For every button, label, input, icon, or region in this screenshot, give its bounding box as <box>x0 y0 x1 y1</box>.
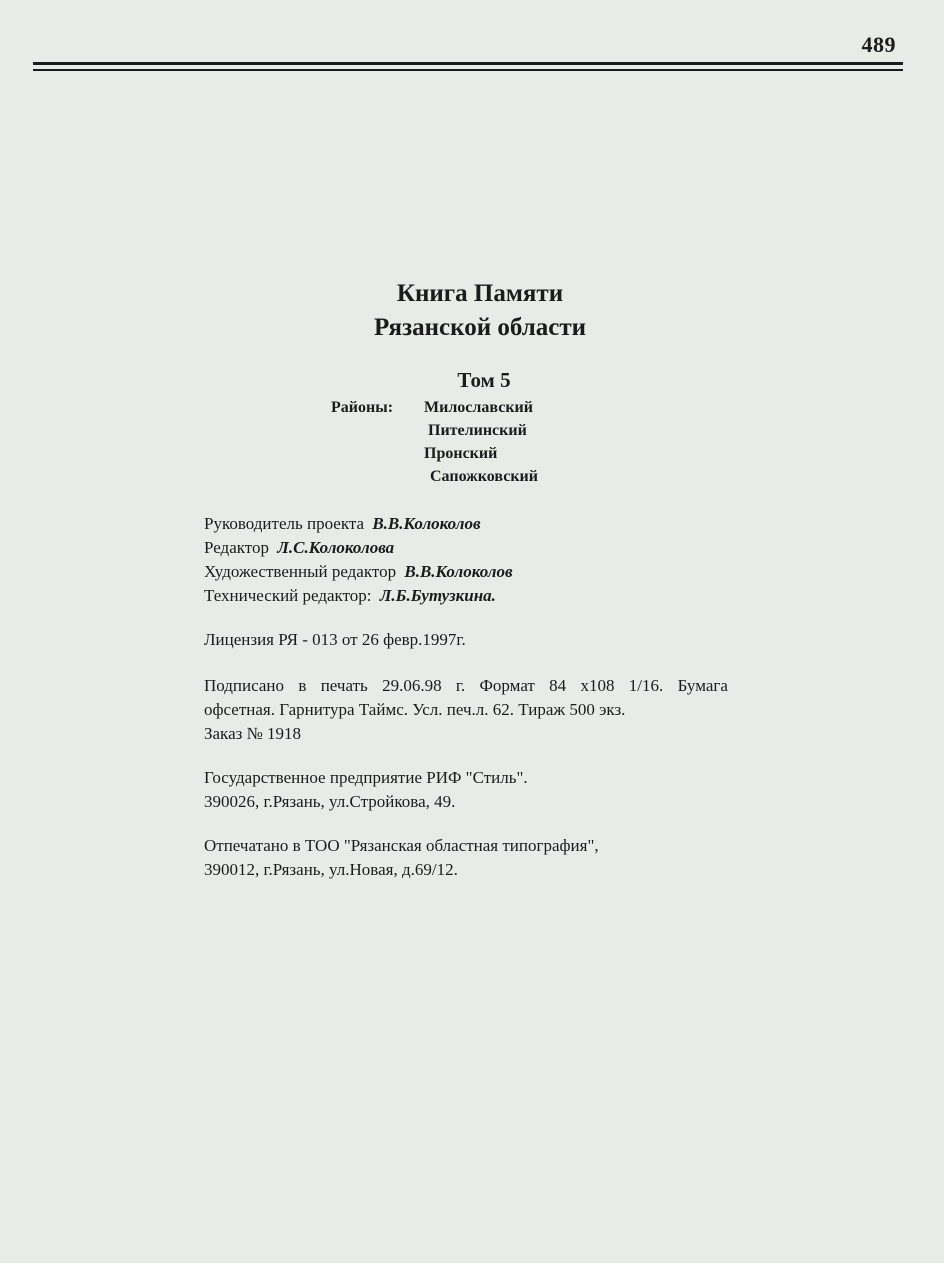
volume-label: Том 5 <box>457 368 511 392</box>
word: в <box>298 676 307 695</box>
word: 1/16. <box>628 676 664 695</box>
district-sapozhkovsky: Сапожковский <box>430 468 538 485</box>
printer-info <box>204 834 744 882</box>
license-info <box>204 628 744 652</box>
district-pronsky: Пронский <box>424 445 498 462</box>
credit-role: Редактор <box>204 538 269 557</box>
word: Бумага <box>677 676 728 695</box>
credit-role: Технический редактор: <box>204 586 372 605</box>
book-title-line-1: Книга Памяти <box>396 280 564 307</box>
credit-name: В.В.Колоколов <box>404 562 513 581</box>
credit-name: Л.Б.Бутузкина. <box>379 586 496 605</box>
license-line: Лицензия РЯ - 013 от 26 февр.1997г. <box>204 630 466 649</box>
credit-art-editor <box>204 560 513 584</box>
print-details-line-3: Заказ № 1918 <box>204 724 302 743</box>
district-pitelinsky: Пителинский <box>428 422 527 439</box>
printer-line-1: Отпечатано в ТОО "Рязанская областная типография", <box>204 836 599 855</box>
publisher-line-2: 390026, г.Рязань, ул.Стройкова, 49. <box>204 792 456 811</box>
word: г. <box>455 676 466 695</box>
page-number: 489 <box>861 32 896 57</box>
word: Формат <box>479 676 535 695</box>
credit-project-lead <box>204 512 513 536</box>
credits-block <box>204 512 513 608</box>
print-details <box>204 674 744 746</box>
printer-line-2: 390012, г.Рязань, ул.Новая, д.69/12. <box>204 860 458 879</box>
publisher-info <box>204 766 744 814</box>
word: 29.06.98 <box>382 676 442 695</box>
print-details-line-1 <box>204 674 728 698</box>
word: печать <box>320 676 368 695</box>
credit-editor <box>204 536 513 560</box>
word: х108 <box>580 676 615 695</box>
credit-tech-editor <box>204 584 513 608</box>
word: 84 <box>549 676 567 695</box>
publisher-line-1: Государственное предприятие РИФ "Стиль". <box>204 768 528 787</box>
districts-label: Районы: <box>331 399 394 416</box>
credit-role: Руководитель проекта <box>204 514 365 533</box>
header-rule-thin <box>33 69 903 71</box>
credit-name: В.В.Колоколов <box>372 514 481 533</box>
word: Подписано <box>204 676 285 695</box>
header-rule-thick <box>33 62 903 65</box>
print-details-line-2: офсетная. Гарнитура Таймс. Усл. печ.л. 62. Тираж 500 экз. <box>204 700 626 719</box>
credit-name: Л.С.Колоколова <box>277 538 395 557</box>
book-title-line-2: Рязанской области <box>373 314 587 341</box>
district-miloslavsky: Милославский <box>424 399 533 416</box>
credit-role: Художественный редактор <box>204 562 397 581</box>
